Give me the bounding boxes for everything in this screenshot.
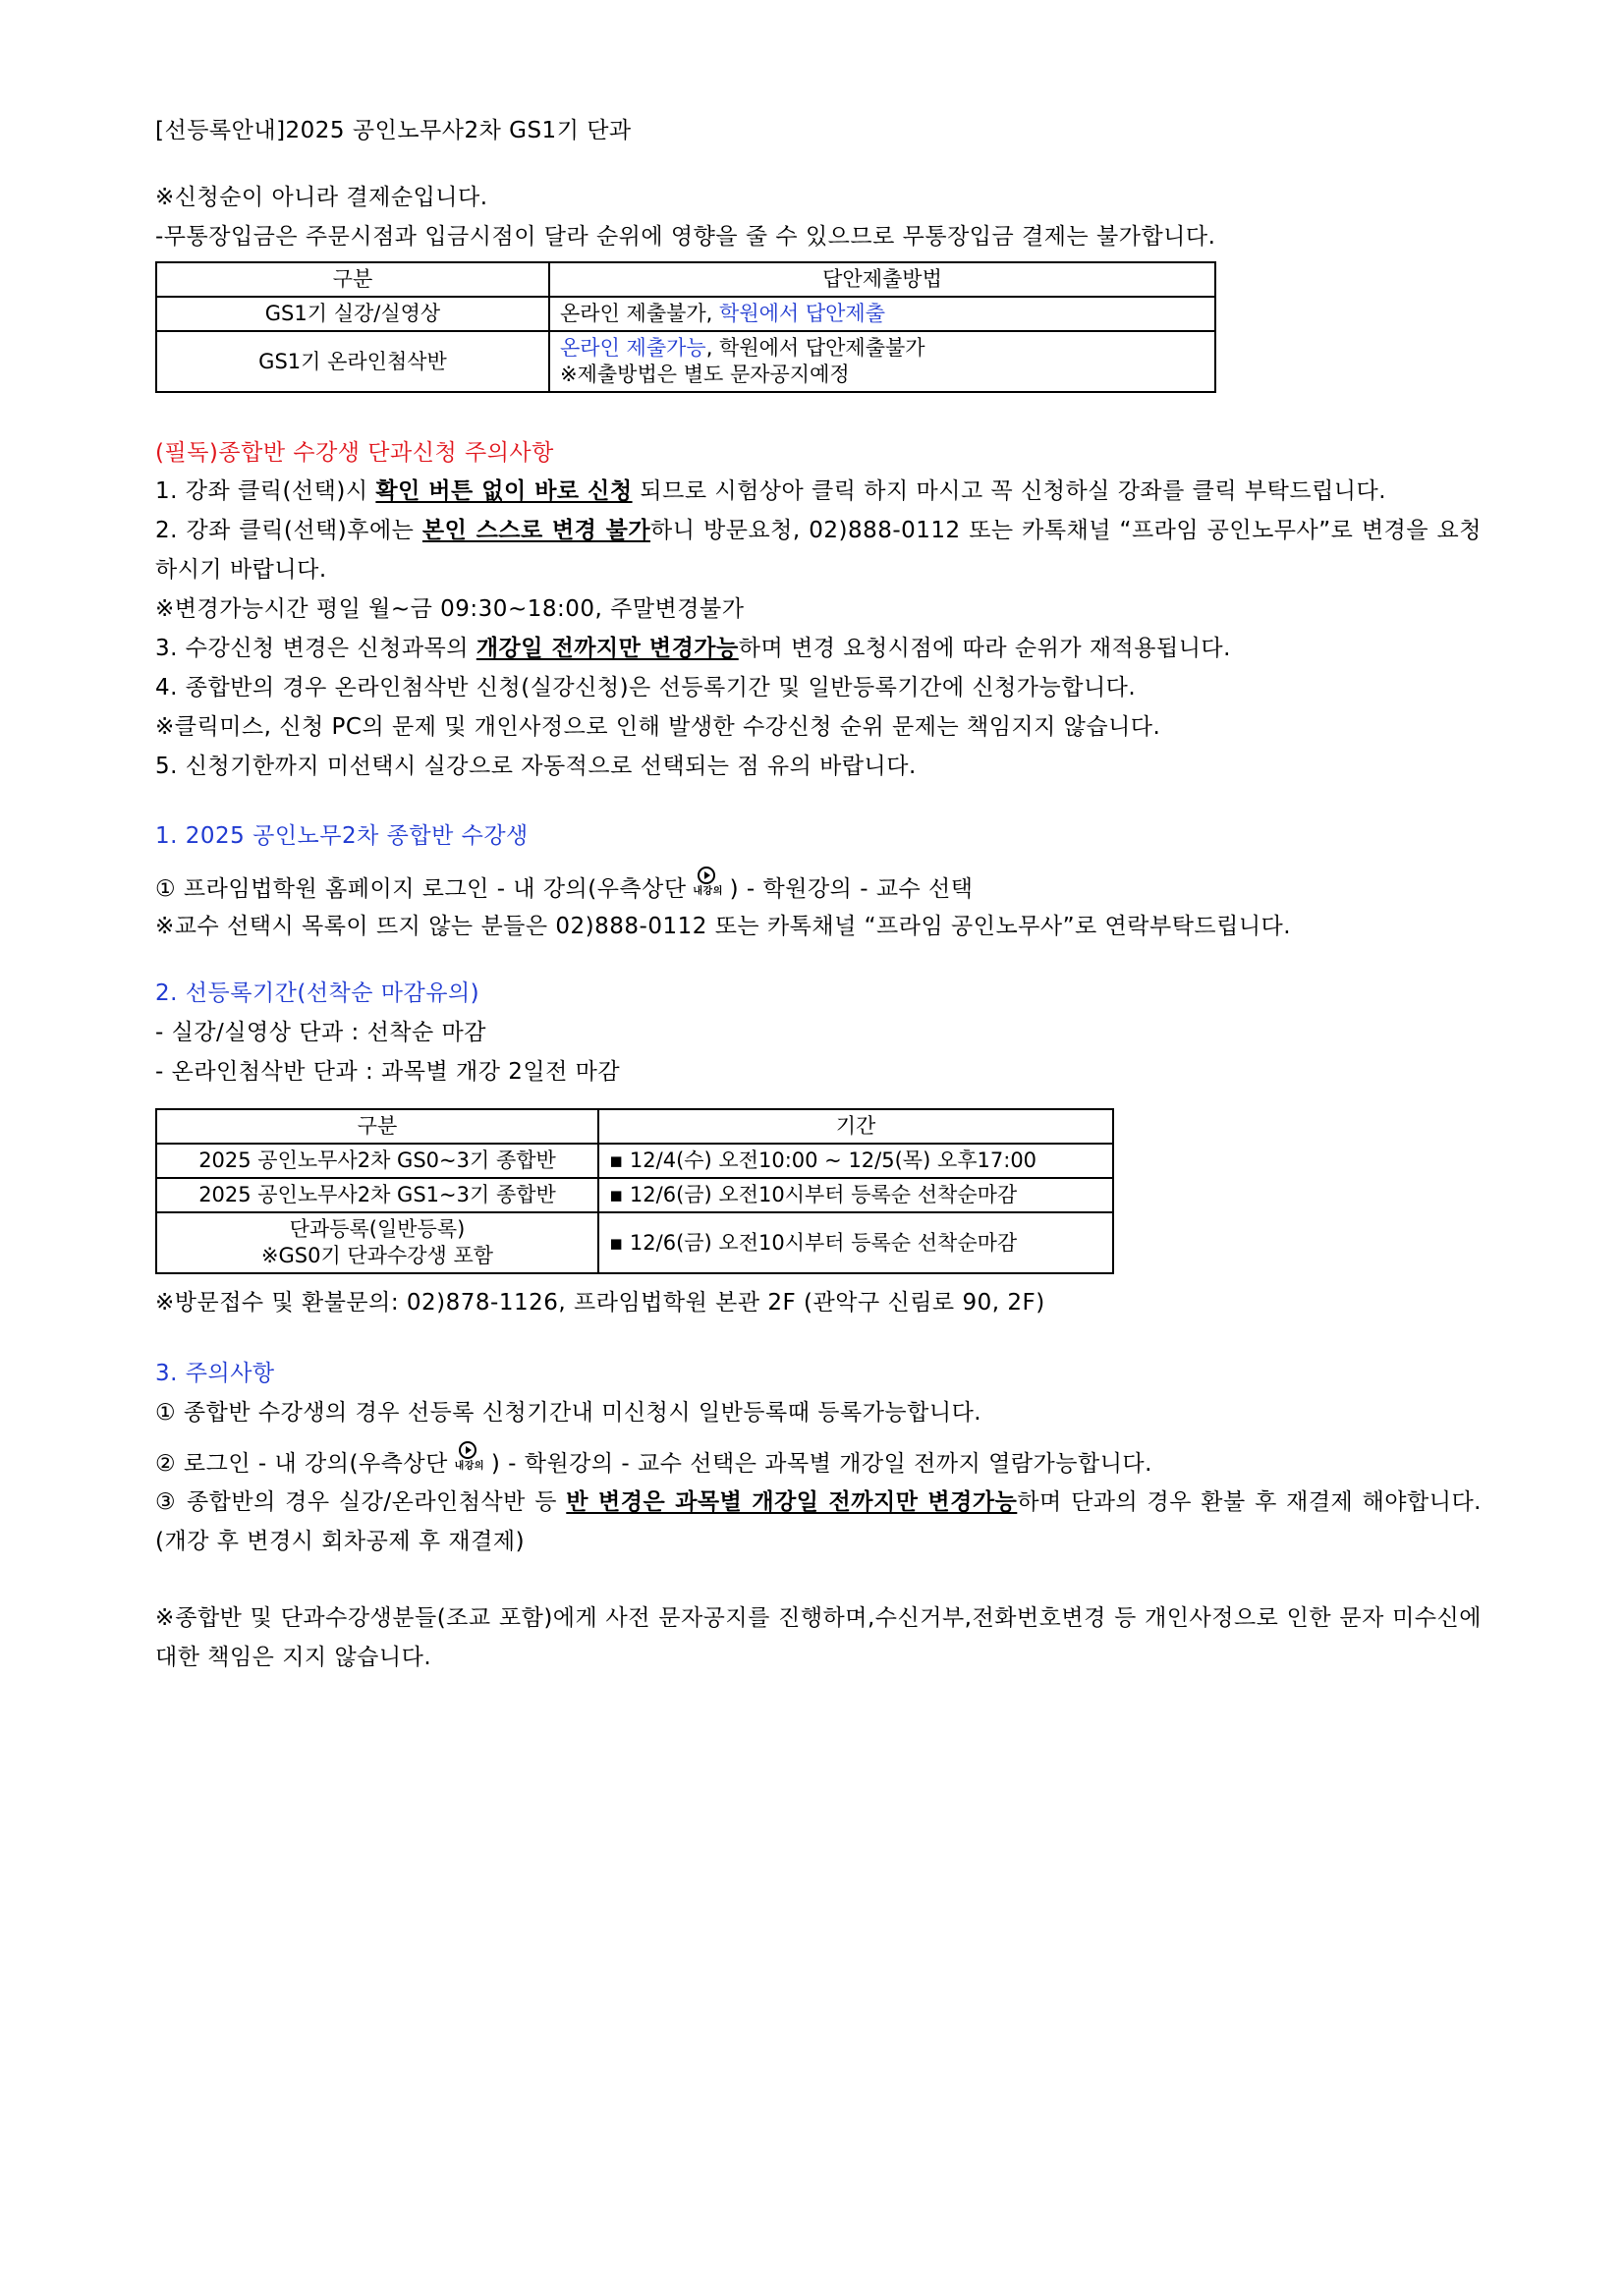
table-header-cell: 구분 — [156, 262, 549, 297]
caution-text: 2. 강좌 클릭(선택)후에는 — [155, 518, 422, 543]
section-1-line-2: ※교수 선택시 목록이 뜨지 않는 분들은 02)888-0112 또는 카톡채널 “프라임 공인노무사”로 연락부탁드립니다. — [155, 914, 1292, 939]
method-line — [560, 335, 1204, 362]
caution-text: 하며 변경 요청시점에 따라 순위가 재적용됩니다. — [738, 636, 1231, 661]
document-title: [선등록안내]2025 공인노무사2차 GS1기 단과 — [155, 118, 632, 143]
table-row — [156, 1178, 1113, 1212]
caution-emphasis: 확인 버튼 없이 바로 신청 — [375, 478, 633, 504]
method-highlight: 학원에서 답안제출 — [719, 302, 885, 325]
section-3-line-2 — [155, 1441, 1482, 1479]
method-note: ※제출방법은 별도 문자공지예정 — [560, 363, 850, 386]
category-note: ※GS0기 단과수강생 포함 — [260, 1244, 494, 1267]
table-cell-category: GS1기 실강/실영상 — [156, 297, 549, 331]
section-3-line-3 — [155, 1483, 1482, 1561]
caution-note-responsibility: ※클릭미스, 신청 PC의 문제 및 개인사정으로 인해 발생한 수강신청 순위 문제는 책임지지 않습니다. — [155, 714, 1161, 740]
section-1-heading: 1. 2025 공인노무2차 종합반 수강생 — [155, 823, 529, 849]
contact-info: ※방문접수 및 환불문의: 02)878-1126, 프라임법학원 본관 2F (관악구 신림로 90, 2F) — [155, 1290, 1045, 1316]
table-header-cell: 구분 — [156, 1109, 598, 1144]
caution-emphasis: 개강일 전까지만 변경가능 — [476, 636, 739, 661]
table-row — [156, 297, 1215, 331]
caution-item-5: 5. 신청기한까지 미선택시 실강으로 자동적으로 선택되는 점 유의 바랍니다. — [155, 754, 917, 779]
caution-item-4: 4. 종합반의 경우 온라인첨삭반 신청(실강신청)은 선등록기간 및 일반등록기간에 신청가능합니다. — [155, 675, 1137, 700]
notice-line-2: -무통장입금은 주문시점과 입금시점이 달라 순위에 영향을 줄 수 있으므로 무통장입금 결제는 불가합니다. — [155, 224, 1216, 250]
section-1-line-1 — [155, 867, 1482, 904]
caution-text: 3. 수강신청 변경은 신청과목의 — [155, 636, 476, 661]
section-text: ) - 학원강의 - 교수 선택은 과목별 개강일 전까지 열람가능합니다. — [490, 1451, 1152, 1477]
table-cell-category — [156, 1212, 598, 1273]
section-2-line-1: - 실강/실영상 단과 : 선착순 마감 — [155, 1020, 486, 1045]
category-label: 단과등록(일반등록) — [289, 1217, 466, 1241]
table-row — [156, 331, 1215, 392]
table-cell-period: ▪ 12/6(금) 오전10시부터 등록순 선착순마감 — [598, 1178, 1113, 1212]
table-cell-category: GS1기 온라인첨삭반 — [156, 331, 549, 392]
caution-text: 하니 방문요청, 02)888-0112 또는 카톡채널 “프라임 공인노무사”로 변경을 요청하시기 바랍니다. — [155, 518, 1482, 583]
table-header-cell: 답안제출방법 — [549, 262, 1215, 297]
submission-method-table — [155, 261, 1216, 393]
table-row — [156, 1212, 1113, 1273]
table-row — [156, 1144, 1113, 1178]
table-cell-period: ▪ 12/6(금) 오전10시부터 등록순 선착순마감 — [598, 1212, 1113, 1273]
my-lecture-play-icon — [450, 1441, 489, 1475]
section-emphasis: 반 변경은 과목별 개강일 전까지만 변경가능 — [566, 1489, 1018, 1515]
caution-note-change-hours: ※변경가능시간 평일 월~금 09:30~18:00, 주말변경불가 — [155, 596, 745, 622]
table-cell-method — [549, 331, 1215, 392]
method-text: , 학원에서 답안제출불가 — [705, 336, 925, 360]
caution-emphasis: 본인 스스로 변경 불가 — [421, 518, 651, 543]
footer-notice: ※종합반 및 단과수강생분들(조교 포함)에게 사전 문자공지를 진행하며,수신거부,전화번호변경 등 개인사정으로 인한 문자 미수신에 대한 책임은 지지 않습니다. — [155, 1605, 1482, 1670]
method-text: 온라인 제출불가, — [560, 302, 720, 325]
caution-item-3 — [155, 629, 1482, 668]
icon-caption: 내강의 — [454, 1461, 485, 1472]
registration-period-table — [155, 1108, 1114, 1274]
section-2-heading: 2. 선등록기간(선착순 마감유의) — [155, 980, 480, 1006]
caution-text: 되므로 시험상아 클릭 하지 마시고 꼭 신청하실 강좌를 클릭 부탁드립니다. — [632, 478, 1387, 504]
table-cell-category: 2025 공인노무사2차 GS1~3기 종합반 — [156, 1178, 598, 1212]
notice-line-1: ※신청순이 아니라 결제순입니다. — [155, 185, 488, 210]
section-text: ) - 학원강의 - 교수 선택 — [729, 876, 974, 902]
table-cell-method — [549, 297, 1215, 331]
caution-heading: (필독)종합반 수강생 단과신청 주의사항 — [155, 440, 554, 466]
section-text: ① 프라임법학원 홈페이지 로그인 - 내 강의(우측상단 — [155, 876, 687, 902]
section-3-line-1: ① 종합반 수강생의 경우 선등록 신청기간내 미신청시 일반등록때 등록가능합니다. — [155, 1400, 982, 1426]
caution-item-2 — [155, 511, 1482, 589]
table-header-cell: 기간 — [598, 1109, 1113, 1144]
icon-caption: 내강의 — [693, 886, 723, 897]
table-cell-period: ▪ 12/4(수) 오전10:00 ~ 12/5(목) 오후17:00 — [598, 1144, 1113, 1178]
section-text: ③ 종합반의 경우 실강/온라인첨삭반 등 — [155, 1489, 567, 1515]
section-text: ② 로그인 - 내 강의(우측상단 — [155, 1451, 448, 1477]
caution-item-1 — [155, 472, 1482, 511]
section-3-heading: 3. 주의사항 — [155, 1361, 275, 1386]
table-header-row — [156, 262, 1215, 297]
table-cell-category: 2025 공인노무사2차 GS0~3기 종합반 — [156, 1144, 598, 1178]
section-text: 하며 단과의 경우 환불 후 재결제 해야합니다.(개강 후 변경시 회차공제 후 재결제) — [155, 1489, 1482, 1554]
caution-text: 1. 강좌 클릭(선택)시 — [155, 478, 376, 504]
method-highlight: 온라인 제출가능 — [560, 336, 706, 360]
document-page — [155, 116, 1482, 1677]
my-lecture-play-icon — [689, 867, 728, 900]
section-2-line-2: - 온라인첨삭반 단과 : 과목별 개강 2일전 마감 — [155, 1059, 621, 1085]
table-header-row — [156, 1109, 1113, 1144]
